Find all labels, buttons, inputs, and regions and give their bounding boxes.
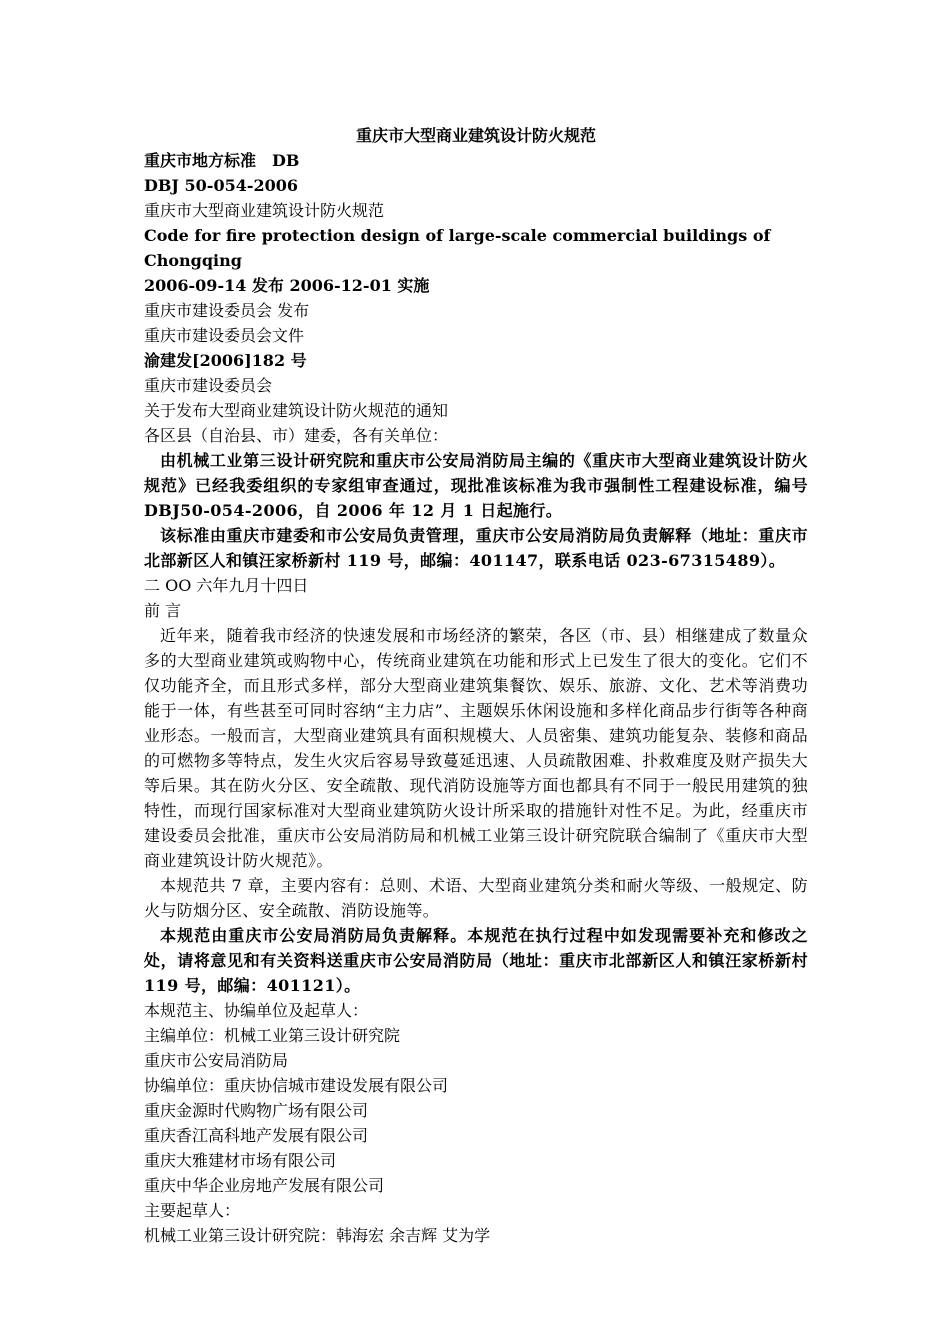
committee-document-line: 重庆市建设委员会文件	[144, 326, 305, 345]
co-editor-unit: 重庆香江高科地产发展有限公司	[144, 1126, 369, 1145]
preface-paragraph: 本规范共 7 章，主要内容有：总则、术语、大型商业建筑分类和耐火等级、一般规定、防火与防烟分区、安全疏散、消防设施等。	[144, 876, 808, 920]
co-editor-unit: 协编单位：重庆协信城市建设发展有限公司	[144, 1076, 449, 1095]
document-body	[144, 123, 808, 1248]
main-drafters-list: 机械工业第三设计研究院：韩海宏 余吉辉 艾为学	[144, 1226, 491, 1245]
preface-paragraph: 本规范由重庆市公安局消防局负责解释。本规范在执行过程中如发现需要补充和修改之处，请将意见和有关资料送重庆市公安局消防局（地址：重庆市北部新区人和镇汪家桥新村 119 号，邮编：401121）。	[144, 926, 808, 995]
notice-salutation: 各区县（自治县、市）建委，各有关单位：	[144, 426, 449, 445]
preface-paragraph: 近年来，随着我市经济的快速发展和市场经济的繁荣，各区（市、县）相继建成了数量众多的大型商业建筑或购物中心，传统商业建筑在功能和形式上已发生了很大的变化。它们不仅功能齐全，而且形式多样，部分大型商业建筑集餐饮、娱乐、旅游、文化、艺术等消费功能于一体，有些甚至可同时容纳“主力店”、主题娱乐休闲设施和多样化商品步行街等各种商业形态。一般而言，大型商业建筑具有面积规模大、人员密集、建筑功能复杂、装修和商品的可燃物多等特点，发生火灾后容易导致蔓延迅速、人员疏散困难、扑救难度及财产损失大等后果。其在防火分区、安全疏散、现代消防设施等方面也都具有不同于一般民用建筑的独特性，而现行国家标准对大型商业建筑防火设计所采取的措施针对性不足。为此，经重庆市建设委员会批准，重庆市公安局消防局和机械工业第三设计研究院联合编制了《重庆市大型商业建筑设计防火规范》。	[144, 626, 808, 870]
standard-title-en: Code for fire protection design of large-scale commercial buildings of Chongqing	[144, 226, 771, 270]
document-number: 渝建发[2006]182 号	[144, 351, 307, 370]
publish-implement-dates: 2006-09-14 发布 2006-12-01 实施	[144, 276, 430, 295]
notice-paragraph: 该标准由重庆市建委和市公安局负责管理，重庆市公安局消防局负责解释（地址：重庆市北部新区人和镇汪家桥新村 119 号，邮编：401147，联系电话 023-67315489）。	[144, 526, 808, 570]
notice-paragraph: 由机械工业第三设计研究院和重庆市公安局消防局主编的《重庆市大型商业建筑设计防火规范》已经我委组织的专家组审查通过，现批准该标准为我市强制性工程建设标准，编号DBJ50-054-2006，自 2006 年 12 月 1 日起施行。	[144, 451, 808, 520]
co-editor-unit: 重庆金源时代购物广场有限公司	[144, 1101, 369, 1120]
standard-category-line: 重庆市地方标准 DB	[144, 151, 300, 170]
notice-title: 关于发布大型商业建筑设计防火规范的通知	[144, 401, 449, 420]
standard-title-cn: 重庆市大型商业建筑设计防火规范	[144, 201, 385, 220]
publisher-line: 重庆市建设委员会 发布	[144, 301, 310, 320]
co-editor-unit: 重庆中华企业房地产发展有限公司	[144, 1176, 385, 1195]
standard-number: DBJ 50-054-2006	[144, 176, 299, 195]
document-title: 重庆市大型商业建筑设计防火规范	[355, 126, 596, 145]
co-editor-unit: 重庆大雅建材市场有限公司	[144, 1151, 337, 1170]
chief-editor-unit: 主编单位：机械工业第三设计研究院	[144, 1026, 401, 1045]
drafters-intro: 本规范主、协编单位及起草人：	[144, 1001, 369, 1020]
chief-editor-unit: 重庆市公安局消防局	[144, 1051, 289, 1070]
main-drafters-heading: 主要起草人：	[144, 1201, 241, 1220]
notice-date: 二 OO 六年九月十四日	[144, 576, 309, 595]
issuer-line: 重庆市建设委员会	[144, 376, 273, 395]
preface-heading: 前 言	[144, 601, 182, 620]
